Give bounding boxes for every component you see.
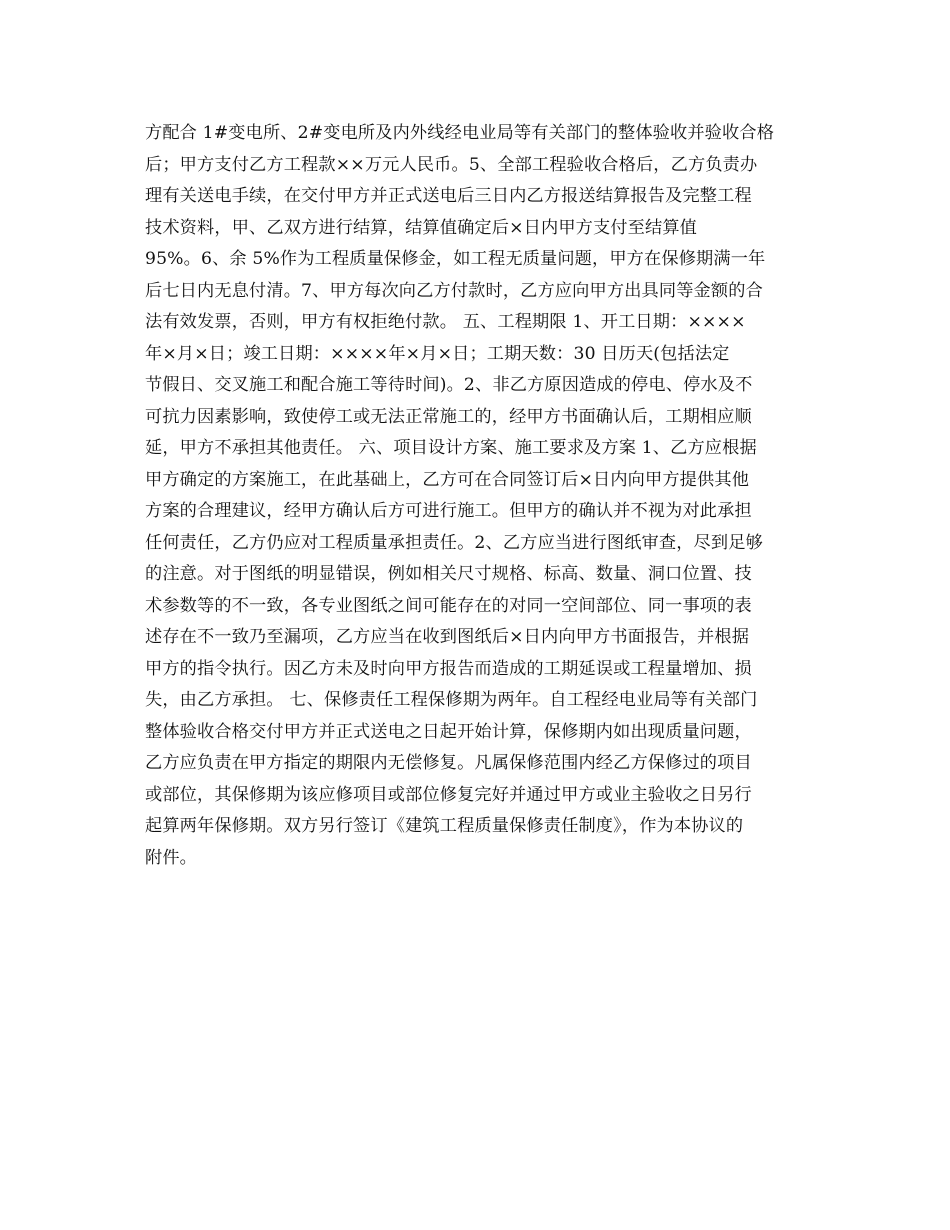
text-line: 年×月×日；竣工日期：××××年×月×日；工期天数：30 日历天(包括法定 xyxy=(145,343,730,364)
text-line: 乙方应负责在甲方指定的期限内无偿修复。凡属保修范围内经乙方保修过的项目 xyxy=(145,753,752,773)
text-line: 方案的合理建议，经甲方确认后方可进行施工。但甲方的确认并不视为对此承担 xyxy=(145,501,752,521)
text-line: 方配合 1#变电所、2#变电所及内外线经电业局等有关部门的整体验收并验收合格 xyxy=(145,123,775,143)
text-line: 后；甲方支付乙方工程款××万元人民币。5、全部工程验收合格后，乙方负责办 xyxy=(145,154,758,175)
text-line: 法有效发票，否则，甲方有权拒绝付款。 五、工程期限 1、开工日期：×××× xyxy=(145,312,746,332)
text-line: 术参数等的不一致，各专业图纸之间可能存在的对同一空间部位、同一事项的表 xyxy=(145,595,752,616)
text-line: 后七日内无息付清。7、甲方每次向乙方付款时，乙方应向甲方出具同等金额的合 xyxy=(145,280,763,301)
text-line: 甲方的指令执行。因乙方未及时向甲方报告而造成的工期延误或工程量增加、损 xyxy=(145,658,752,679)
text-line: 95%。6、余 5%作为工程质量保修金，如工程无质量问题，甲方在保修期满一年 xyxy=(145,249,766,269)
text-line: 技术资料，甲、乙双方进行结算，结算值确定后×日内甲方支付至结算值 xyxy=(145,217,698,238)
text-line: 理有关送电手续，在交付甲方并正式送电后三日内乙方报送结算报告及完整工程 xyxy=(145,186,752,206)
text-line: 整体验收合格交付甲方并正式送电之日起开始计算，保修期内如出现质量问题， xyxy=(145,721,752,742)
text-line: 失，由乙方承担。 七、保修责任工程保修期为两年。自工程经电业局等有关部门 xyxy=(145,690,758,710)
text-line: 任何责任，乙方仍应对工程质量承担责任。2、乙方应当进行图纸审查，尽到足够 xyxy=(145,532,763,553)
text-line: 可抗力因素影响，致使停工或无法正常施工的，经甲方书面确认后，工期相应顺 xyxy=(145,406,752,427)
text-line: 节假日、交叉施工和配合施工等待时间)。2、非乙方原因造成的停电、停水及不 xyxy=(145,375,753,395)
text-line: 的注意。对于图纸的明显错误，例如相关尺寸规格、标高、数量、洞口位置、技 xyxy=(145,564,752,584)
text-line: 甲方确定的方案施工，在此基础上，乙方可在合同签订后×日内向甲方提供其他 xyxy=(145,469,750,490)
contract-body-text xyxy=(145,118,815,874)
text-line: 延，甲方不承担其他责任。 六、项目设计方案、施工要求及方案 1、乙方应根据 xyxy=(145,438,757,458)
text-line: 附件。 xyxy=(145,847,198,868)
text-line: 或部位，其保修期为该应修项目或部位修复完好并通过甲方或业主验收之日另行 xyxy=(145,784,752,805)
text-line: 述存在不一致乃至漏项，乙方应当在收到图纸后×日内向甲方书面报告，并根据 xyxy=(145,627,750,647)
text-line: 起算两年保修期。双方另行签订《建筑工程质量保修责任制度》，作为本协议的 xyxy=(145,816,744,836)
